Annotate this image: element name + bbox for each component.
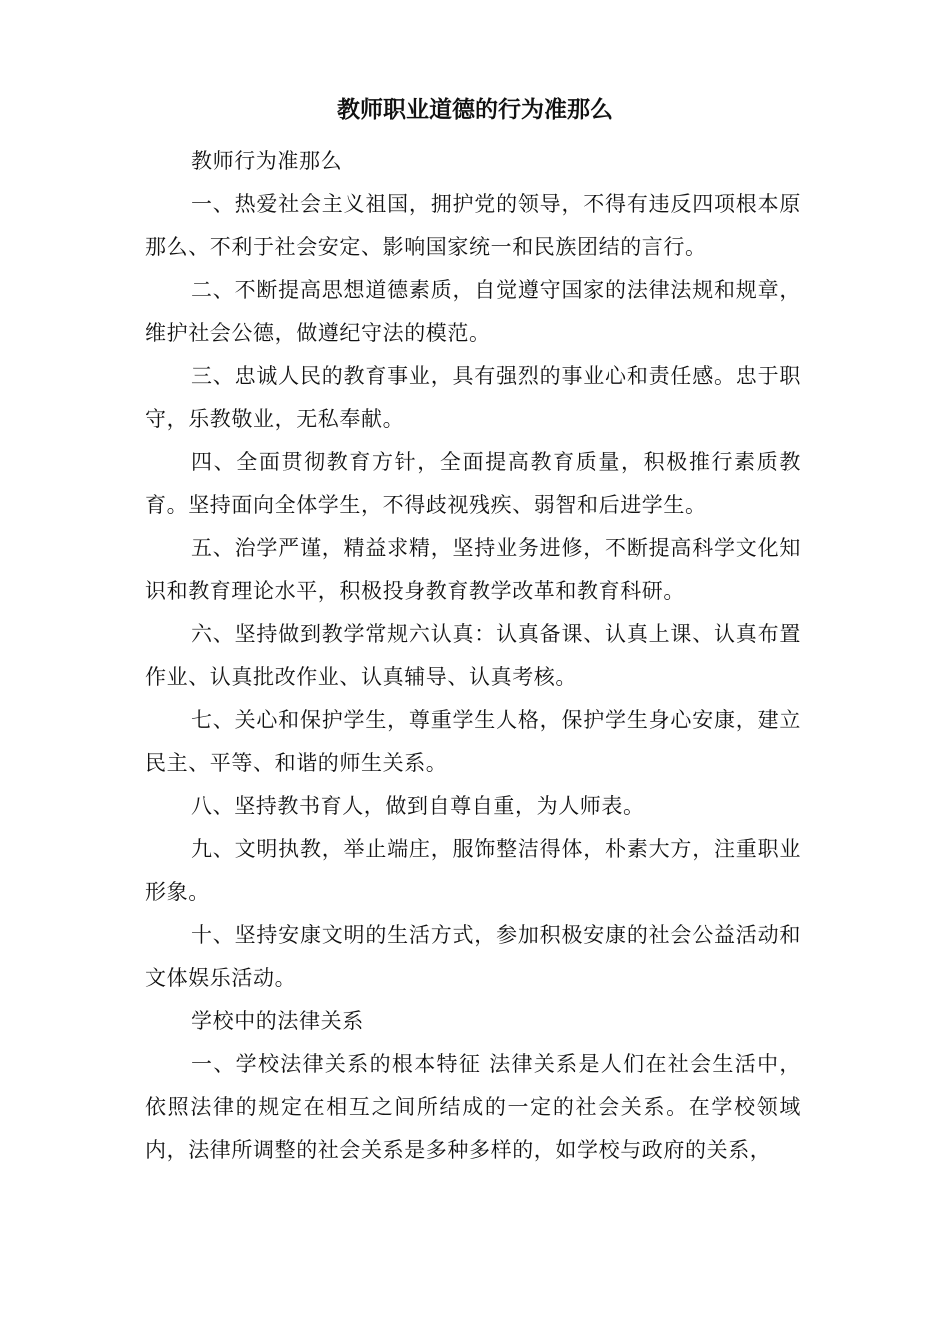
- rule-item-4: 四、全面贯彻教育方针，全面提高教育质量，积极推行素质教育。坚持面向全体学生，不得歧视残疾、弱智和后进学生。: [145, 450, 801, 517]
- document-title: 教师职业道德的行为准那么: [337, 96, 613, 123]
- rule-item-5: 五、治学严谨，精益求精，坚持业务进修，不断提高科学文化知识和教育理论水平，积极投身教育教学改革和教育科研。: [145, 536, 801, 603]
- rule-item-10: 十、坚持安康文明的生活方式，参加积极安康的社会公益活动和文体娱乐活动。: [145, 923, 801, 990]
- legal-relations-paragraph: 一、学校法律关系的根本特征 法律关系是人们在社会生活中，依照法律的规定在相互之间所结成的一定的社会关系。在学校领域内，法律所调整的社会关系是多种多样的，如学校与政府的关系，: [145, 1052, 801, 1162]
- rule-item-7: 七、关心和保护学生，尊重学生人格，保护学生身心安康，建立民主、平等、和谐的师生关系。: [145, 708, 801, 775]
- heading-school-legal-relations: 学校中的法律关系: [191, 1009, 364, 1033]
- heading-teacher-conduct: 教师行为准那么: [191, 149, 343, 173]
- rule-item-3: 三、忠诚人民的教育事业，具有强烈的事业心和责任感。忠于职守，乐教敬业，无私奉献。: [145, 364, 801, 431]
- rule-item-8: 八、坚持教书育人，做到自尊自重，为人师表。: [191, 794, 645, 818]
- rule-item-6: 六、坚持做到教学常规六认真：认真备课、认真上课、认真布置作业、认真批改作业、认真辅导、认真考核。: [145, 622, 801, 689]
- rule-item-9: 九、文明执教，举止端庄，服饰整洁得体，朴素大方，注重职业形象。: [145, 837, 801, 904]
- rule-item-1: 一、热爱社会主义祖国，拥护党的领导，不得有违反四项根本原那么、不利于社会安定、影响国家统一和民族团结的言行。: [145, 192, 801, 259]
- document-body: [145, 140, 801, 1172]
- rule-item-2: 二、不断提高思想道德素质，自觉遵守国家的法律法规和规章，维护社会公德，做遵纪守法的模范。: [145, 278, 801, 345]
